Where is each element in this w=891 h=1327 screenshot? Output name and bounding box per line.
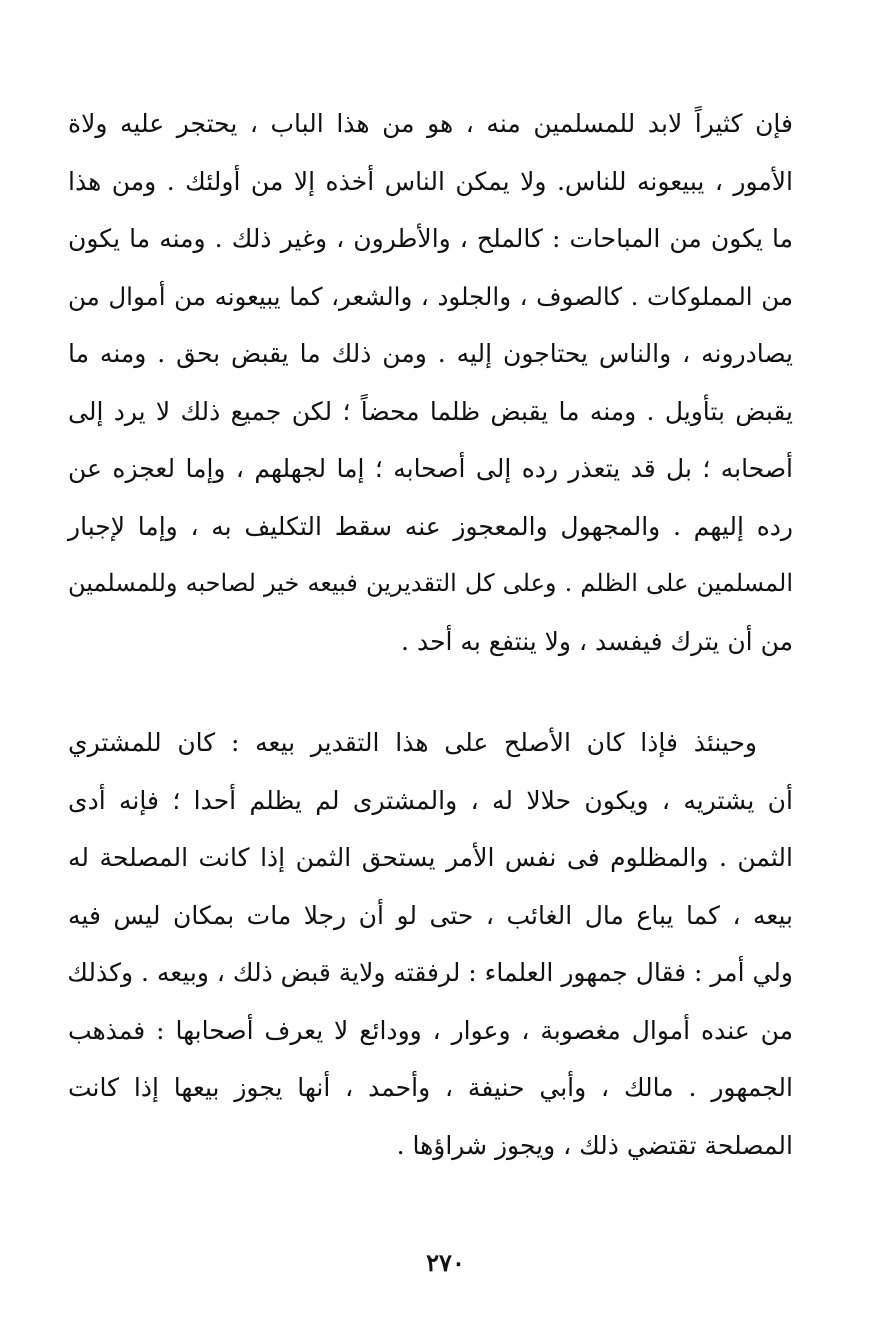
text-line: من عنده أموال مغصوبة ، وعوار ، وودائع لا يعرف أصحابها : فمذهب xyxy=(68,1015,793,1045)
text-line: المسلمين على الظلم . وعلى كل التقديرين فبيعه خير لصاحبه وللمسلمين xyxy=(68,569,793,597)
page-number: ٢٧٠ xyxy=(426,1248,465,1277)
text-line: بيعه ، كما يباع مال الغائب ، حتى لو أن رجلا مات بمكان ليس فيه xyxy=(68,900,793,930)
text-line: الأمور ، يبيعونه للناس. ولا يمكن الناس أخذه إلا من أولئك . ومن هذا xyxy=(68,166,793,196)
text-line: أصحابه ؛ بل قد يتعذر رده إلى أصحابه ؛ إما لجهلهم ، وإما لعجزه عن xyxy=(68,454,793,483)
text-line: يصادرونه ، والناس يحتاجون إليه . ومن ذلك ما يقبض بحق . ومنه ما xyxy=(68,339,793,368)
text-line: المصلحة تقتضي ذلك ، ويجوز شراؤها . xyxy=(396,1130,793,1160)
text-line: من المملوكات . كالصوف ، والجلود ، والشعر، كما يبيعونه من أموال من xyxy=(68,281,793,311)
text-line: رده إليهم . والمجهول والمعجوز عنه سقط التكليف به ، وإما لإجبار xyxy=(68,511,793,541)
text-line: الجمهور . مالك ، وأبي حنيفة ، وأحمد ، أنها يجوز بيعها إذا كانت xyxy=(68,1073,794,1102)
paragraph-2 xyxy=(68,714,793,1174)
text-line: وحينئذ فإذا كان الأصلح على هذا التقدير بيعه : كان للمشتري xyxy=(68,728,757,757)
text-line: ولي أمر : فقال جمهور العلماء : لرفقته ولاية قبض ذلك ، وبيعه . وكذلك xyxy=(67,958,793,987)
text-line: فإن كثيراً لابد للمسلمين منه ، هو من هذا الباب ، يحتجر عليه ولاة xyxy=(68,109,793,138)
page-body xyxy=(68,95,793,1174)
text-line: الثمن . والمظلوم فى نفس الأمر يستحق الثمن إذا كانت المصلحة له xyxy=(68,843,793,872)
text-line: يقبض بتأويل . ومنه ما يقبض ظلما محضاً ؛ لكن جميع ذلك لا يرد إلى xyxy=(68,396,793,426)
text-line: من أن يترك فيفسد ، ولا ينتفع به أحد . xyxy=(401,626,793,656)
text-line: ما يكون من المباحات : كالملح ، والأطرون ، وغير ذلك . ومنه ما يكون xyxy=(68,224,793,253)
text-line: أن يشتريه ، ويكون حلالا له ، والمشترى لم يظلم أحدا ؛ فإنه أدى xyxy=(68,785,793,815)
paragraph-1 xyxy=(68,95,793,670)
